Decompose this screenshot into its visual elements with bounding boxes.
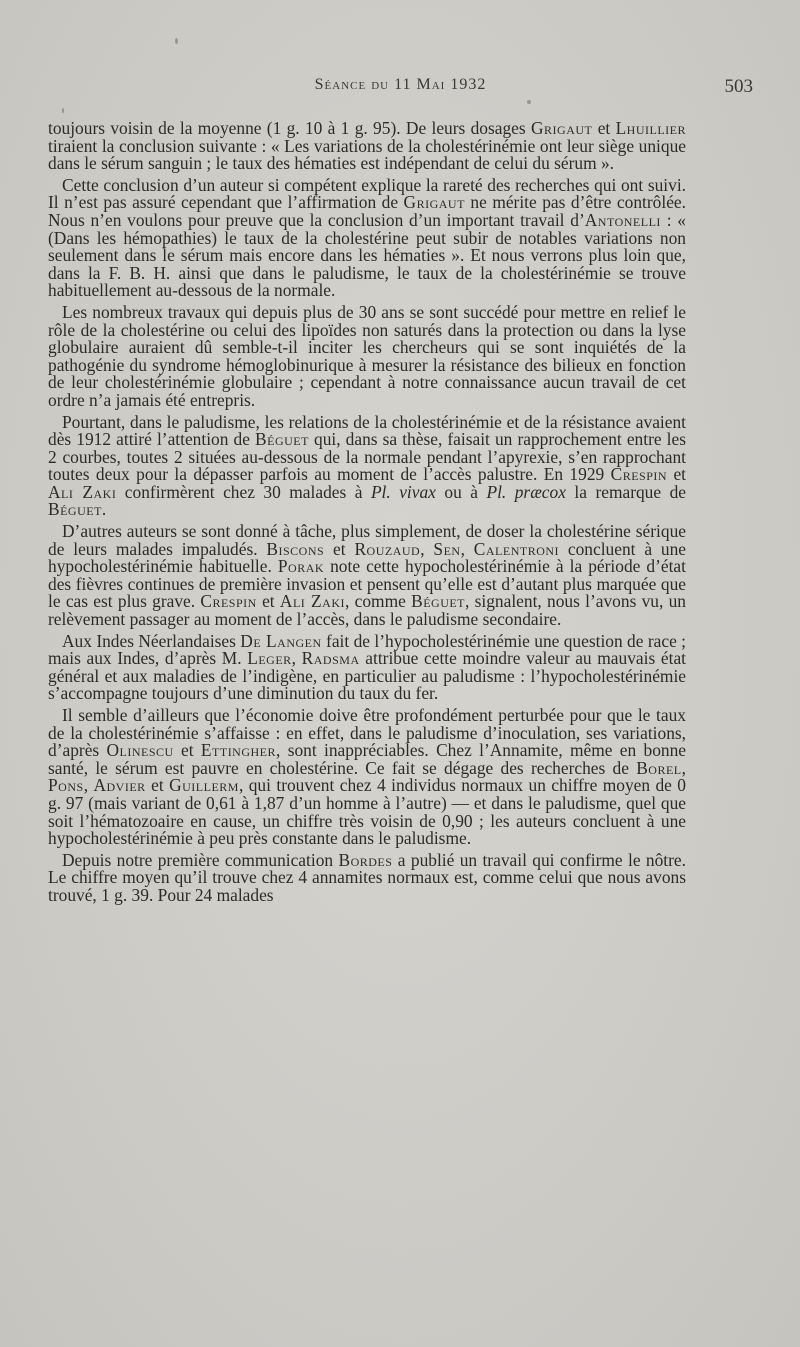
paragraph [48,523,686,629]
body-text [48,120,686,909]
author-name: Crespin [200,591,257,612]
text-run: , [83,775,94,796]
text-run: , [420,538,434,559]
text-run: , [291,648,302,669]
text-run: , comme [345,591,412,612]
paper-speck [175,38,178,44]
author-name: Ettingher [200,740,277,761]
text-run: Il semble d’ailleurs que l’économie doive être profondément perturbée pour que le taux de la cholestérinémie s’affaisse : en effet, dans le paludisme d’inoculation, ses variations, d’après [48,705,686,761]
text-run: . [101,499,107,520]
author-name: Ali Zaki [279,591,346,612]
text-run: , [681,757,686,778]
text-run: tiraient la conclusion suivante : « Les variations de la cholestérinémie ont leur siège unique dans le sérum sanguin ; le taux des hématies est indépendant de celui du sérum ». [48,135,686,174]
author-name: Grigaut [530,118,593,138]
text-run: et [256,591,280,612]
text-run: et [173,740,201,761]
author-name: Sen [433,538,461,559]
text-run: attribue cette moindre valeur au mauvais état général et aux maladies de l’indigène, en particulier au paludisme : l’hypocholestérinémie s’accompagne toujours d’une diminution du taux du fer. [48,648,686,704]
paragraph [48,411,687,520]
author-name: Borel [636,757,682,778]
text-run: et [592,118,616,138]
running-title: Séance du 11 Mai 1932 [314,76,487,93]
text-run: , [460,538,474,559]
paragraph [48,120,686,173]
paragraph [48,301,686,410]
author-name: Guillerm [169,775,239,796]
text-run: : « (Dans les hémopathies) le taux de la cholestérine peut subir de notables variations non seulement dans le sérum mais encore dans les hématies ». Et nous verrons plus loin que, dans la F. B. H. ainsi que dans le paludisme, le taux de la cholestérinémie se trouve habituellement au-dessous de la normale. [48,209,686,301]
text-run: D’autres auteurs se sont donné à tâche, plus simplement, de doser la cholestérine sérique de leurs malades impaludés. [48,521,686,559]
text-run: Pourtant, dans le paludisme, les relations de la cholestérinémie et de la résistance avaient dès 1912 attiré l’attention de [48,411,686,450]
text-run: et [324,538,355,559]
paragraph [48,174,686,301]
text-run: toujours voisin de la moyenne (1 g. 10 à 1 g. 95). De leurs dosages [48,118,531,138]
author-name: Crespin [610,464,668,485]
italic-term: Pl. præcox [486,481,566,502]
paragraph [48,707,686,848]
text-run: Aux Indes Néerlandaises [62,630,241,651]
text-run: et [667,464,687,485]
author-name: Bordes [338,849,393,870]
text-run: confirmèrent chez 30 malades à [116,481,371,502]
text-run: , sont inappréciables. Chez l’Annamite, même en bonne santé, le sérum est pauvre en cholestérine. Ce fait se dégage des recherches de [48,740,687,778]
text-run: note cette hypocholestérinémie à la période d’état des fièvres continues de première invasion et pensent qu’elle est d’autant plus marquée que le cas est plus grave. [48,556,686,612]
author-name: Advier [93,775,146,796]
paper-speck [527,100,531,104]
paragraph [48,630,686,704]
text-run: qui, dans sa thèse, faisait un rapprochement entre les 2 courbes, toutes 2 situées au-dessous de la normale pendant l’apyrexie, s’en rapprochant toutes deux pour la dépasser parfois au moment de l’accès palustre. En 1929 [48,429,686,485]
author-name: Ali Zaki [48,481,117,502]
author-name: Béguet [411,591,466,612]
paragraph [48,849,686,905]
author-name: Pons [48,775,84,796]
text-run: et [145,775,170,796]
running-head [48,76,753,100]
text-run: concluent à une hypocholestérinémie habituelle. [48,538,687,577]
author-name: Calentroni [473,538,560,559]
author-name: Biscons [266,538,325,559]
text-run: ou à [435,481,487,502]
text-run: , signalent, nous l’avons vu, un relèvement passager au moment de l’accès, dans le paludisme secondaire. [48,591,687,630]
text-run: fait de l’hypocholestérinémie une question de race ; mais aux Indes, d’après M. [48,630,686,669]
author-name: Porak [277,556,325,577]
author-name: Radsma [301,648,360,669]
author-name: Béguet [255,429,309,450]
text-run: Cette conclusion d’un auteur si compétent explique la rareté des recherches qui ont suivi. Il n’est pas assuré cependant que l’affirmation de [48,174,686,213]
author-name: Leger [247,648,292,669]
text-run: la remarque de [565,481,686,502]
text-run: , qui trouvent chez 4 individus normaux un chiffre moyen de 0 g. 97 (mais variant de 0,61 à 1,87 d’un homme à l’autre) — et dans le paludisme, quel que soit l’hématozoaire en cause, un chiffre très voisin de 0,90 ; les auteurs concluent à une hypocholestérinémie à peu près constante dans le paludisme. [48,775,687,849]
paper-speck [62,108,64,113]
text-run: Les nombreux travaux qui depuis plus de 30 ans se sont succédé pour mettre en relief le rôle de la cholestérine ou celui des lipoïdes non saturés dans la protection ou dans la lyse globulaire auraient dû semble-t-il inciter les chercheurs qui se sont inquiétés de la pathogénie du syndrome hémoglobinurique à mesurer la résistance des bilieux en fonction de leur cholestérinémie globulaire ; cependant à notre connaissance aucun travail de cet ordre n’a jamais été entrepris. [48,301,686,410]
author-name: Grigaut [403,192,465,213]
page-number: 503 [724,76,753,97]
author-name: Olinescu [106,740,174,761]
author-name: Lhuillier [615,118,687,138]
text-run: a publié un travail qui confirme le nôtre. Le chiffre moyen qu’il trouve chez 4 annamites normaux est, comme celui que nous avons trouvé, 1 g. 39. Pour 24 malades [48,849,686,905]
author-name: Béguet [48,499,102,520]
author-name: Rouzaud [354,538,421,559]
author-name: De Langen [240,630,322,651]
text-run: ne mérite pas d’être contrôlée. Nous n’en voulons pour preuve que la conclusion d’un important travail d’ [48,192,686,230]
text-run: Depuis notre première communication [62,849,339,870]
italic-term: Pl. vivax [370,481,436,502]
author-name: Antonelli [584,209,661,230]
